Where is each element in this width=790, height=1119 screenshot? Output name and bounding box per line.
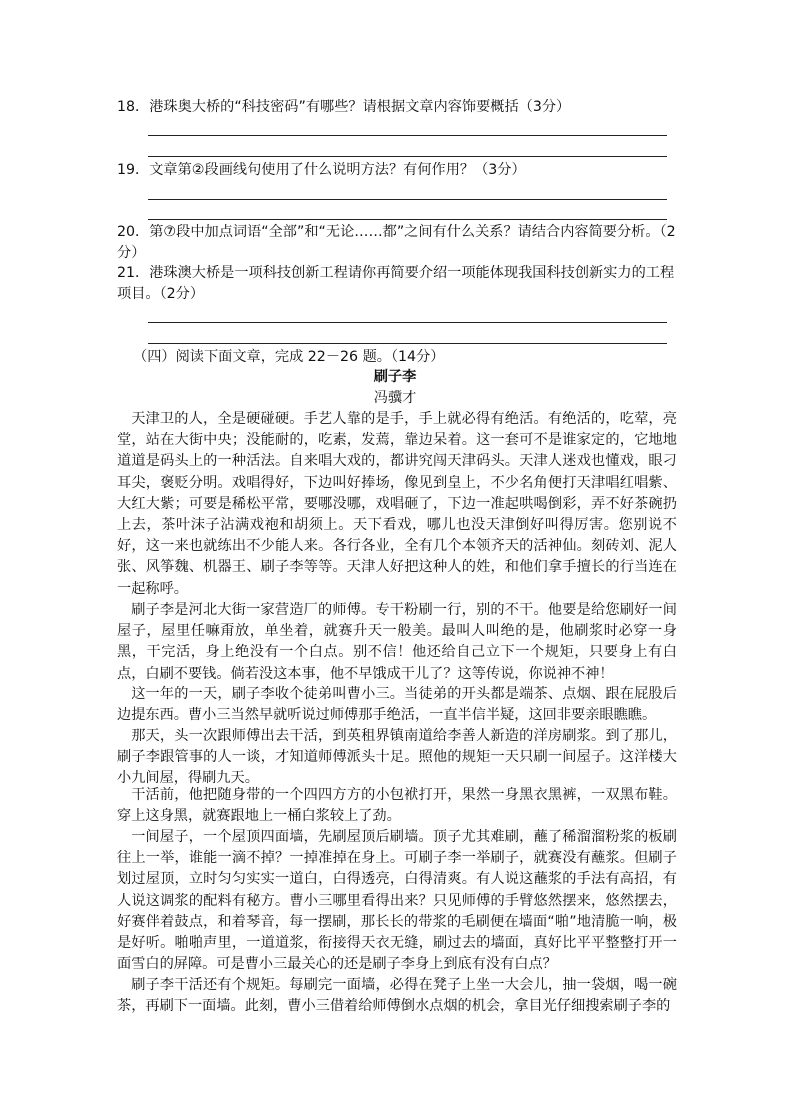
answer-line bbox=[148, 199, 667, 200]
paragraph: 一间屋子，一个屋顶四面墙，先刷屋顶后刷墙。顶子尤其难刷，蘸了稀溜溜粉浆的板刷往上一举，谁能一滴不掉？一掉准掉在身上。可刷子李一举刷子，就赛没有蘸浆。但刷子划过屋顶，立时匀匀实实一道白，白得透亮，白得清爽。有人说这蘸浆的手法有高招，有人说这调浆的配料有秘方。曹小三哪里看得出来？只见师傅的手臂悠然摆来，悠然摆去，好赛伴着鼓点，和着琴音，每一摆刷，那长长的带浆的毛刷便在墙面“啪”地清脆一响，极是好听。啪啪声里，一道道浆，衔接得天衣无缝，刷过去的墙面，真好比平平整整打开一面雪白的屏障。可是曹小三最关心的还是刷子李身上到底有没有白点？ bbox=[117, 829, 677, 973]
paragraph: 刷子李是河北大街一家营造厂的师傅。专干粉刷一行，别的不干。他要是给您刷好一间屋子，屋里任嘛甭放，单坐着，就赛升天一般美。最叫人叫绝的是，他刷浆时必穿一身黑，干完活，身上绝没有一个白点。别不信！他还给自己立下一个规矩，只要身上有白点，白刷不要钱。倘若没这本事，他不早饿成干儿了？这等传说，你说神不神！ bbox=[117, 602, 677, 682]
question-18: 18．港珠奥大桥的“科技密码”有哪些？请根据文章内容饰要概括（3分） bbox=[117, 99, 571, 115]
answer-line bbox=[148, 322, 667, 323]
paragraph: 天津卫的人，全是硬碰硬。手艺人靠的是手，手上就必得有绝活。有绝活的，吃荤，亮堂，站在大街中央；没能耐的，吃素，发蔫，靠边呆着。这一套可不是谁家定的，它地地道道是码头上的一种活法。自来唱大戏的，都讲究闯天津码头。天津人迷戏也懂戏，眼刁耳尖，褒贬分明。戏唱得好，下边叫好捧场，像见到皇上，不少名角便打天津唱红唱紫、大红大紫；可要是稀松平常，要哪没哪，戏唱砸了，下边一准起哄喝倒彩，弄不好茶碗扔上去，茶叶沫子沾满戏袍和胡须上。天下看戏，哪儿也没天津倒好叫得厉害。您别说不好，这一来也就练出不少能人来。各行各业，全有几个本领齐天的活神仙。刻砖刘、泥人张、风筝魏、机器王、刷子李等等。天津人好把这种人的姓，和他们拿手擅长的行当连在一起称呼。 bbox=[117, 411, 677, 597]
answer-line bbox=[148, 156, 667, 157]
article-title: 刷子李 bbox=[373, 369, 417, 385]
answer-line bbox=[148, 343, 667, 344]
answer-line bbox=[148, 219, 667, 220]
paragraph: 这一年的一天，刷子李收个徒弟叫曹小三。当徒弟的开头都是端茶、点烟、跟在屁股后边提东西。曹小三当然早就听说过师傅那手绝活，一直半信半疑，这回非要亲眼瞧瞧。 bbox=[117, 686, 677, 724]
paragraph: 那天，头一次跟师傅出去干活，到英租界镇南道给李善人新造的洋房刷浆。到了那儿，刷子李跟管事的人一谈，才知道师傅派头十足。照他的规矩一天只刷一间屋子。这洋楼大小九间屋，得刷九天。 bbox=[117, 728, 677, 787]
paragraph: 干活前，他把随身带的一个四四方方的小包袱打开，果然一身黑衣黑裤，一双黑布鞋。穿上这身黑，就赛跟地上一桶白浆较上了劲。 bbox=[117, 787, 677, 825]
section-heading: （四）阅读下面文章，完成 22－26 题。（14分） bbox=[133, 349, 445, 365]
article-author: 冯骥才 bbox=[373, 390, 417, 406]
question-21: 21．港珠澳大桥是一项科技创新工程请你再简要介绍一项能体现我国科技创新实力的工程项目。（2分） bbox=[117, 265, 675, 302]
question-20: 20．第⑦段中加点词语“全部”和“无论……都”之间有什么关系？请结合内容简要分析。（2分） bbox=[117, 224, 676, 261]
answer-line bbox=[148, 135, 667, 136]
question-19: 19．文章第②段画线句使用了什么说明方法？有何作用？（3分） bbox=[117, 162, 526, 178]
paragraph: 刷子李干活还有个规矩。每刷完一面墙，必得在凳子上坐一大会儿，抽一袋烟，喝一碗茶，再刷下一面墙。此刻，曹小三借着给师傅倒水点烟的机会，拿目光仔细搜索刷子李的 bbox=[117, 977, 677, 1015]
